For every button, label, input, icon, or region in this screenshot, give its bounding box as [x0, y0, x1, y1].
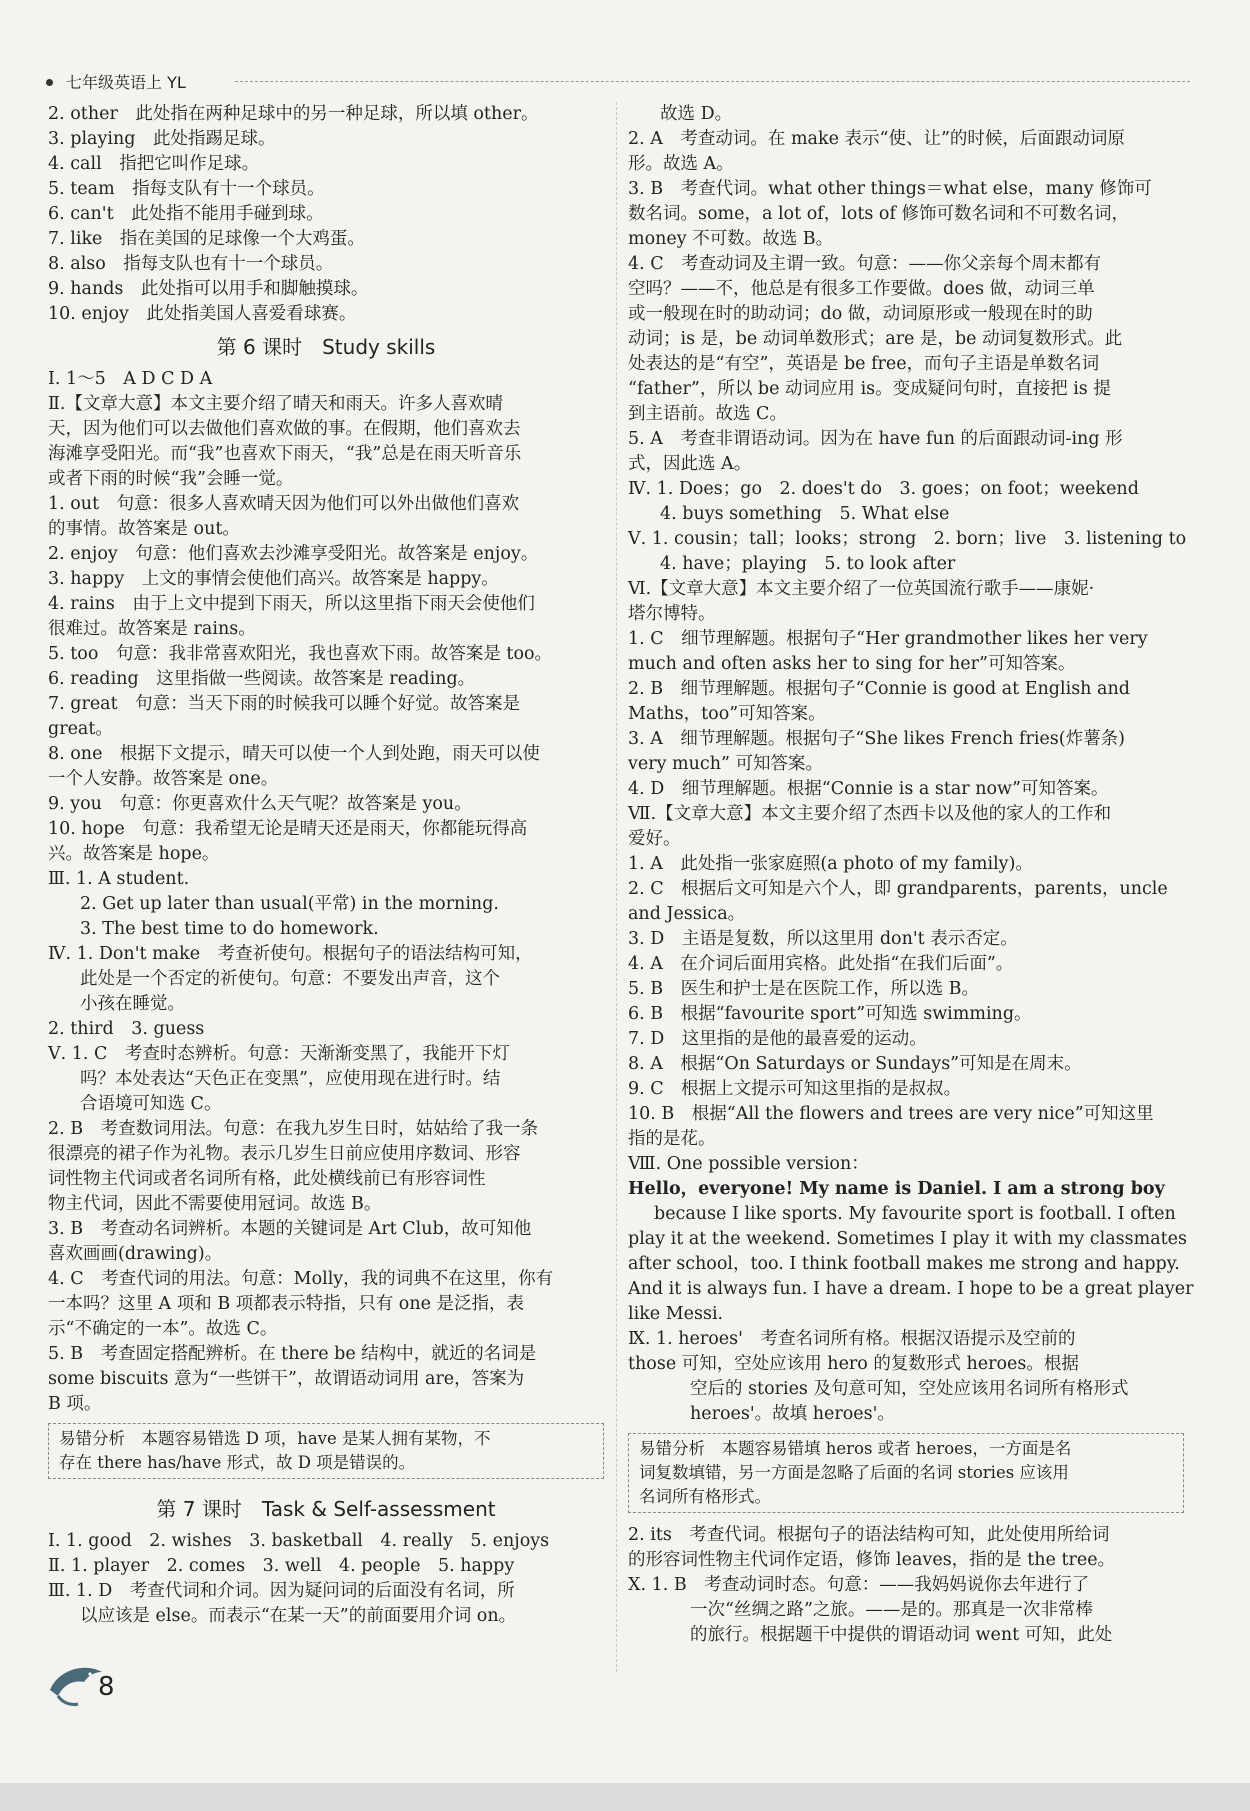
essay-line: because I like sports. My favourite sport is football. I often: [654, 1204, 1176, 1224]
answer-line: some biscuits 意为“一些饼干”，故谓语动词用 are，答案为: [48, 1369, 525, 1389]
answer-line: 空吗？——不，他总是有很多工作要做。does 做，动词三单: [628, 279, 1095, 299]
answer-line: 很难过。故答案是 rains。: [48, 619, 256, 639]
answer-line: 7. D 这里指的是他的最喜爱的运动。: [628, 1029, 927, 1049]
left-column: [48, 102, 604, 1629]
answer-line: Ⅰ. 1～5 A D C D A: [48, 369, 213, 389]
answer-line: 3. happy 上文的事情会使他们高兴。故答案是 happy。: [48, 569, 499, 589]
answer-line: Ⅵ.【文章大意】本文主要介绍了一位英国流行歌手——康妮·: [628, 579, 1095, 599]
answer-line: 一个人安静。故答案是 one。: [48, 769, 279, 789]
answer-line: 2. B 细节理解题。根据句子“Connie is good at English and: [628, 679, 1130, 699]
answer-line: 或者下雨的时候“我”会睡一觉。: [48, 469, 294, 489]
answer-line: 天，因为他们可以去做他们喜欢做的事。在假期，他们喜欢去: [48, 419, 521, 439]
answer-line: Ⅱ. 1. player 2. comes 3. well 4. people 5. happy: [48, 1556, 515, 1576]
section-title-lesson-6: 第 6 课时 Study skills: [216, 335, 436, 359]
answer-line: 3. The best time to do homework.: [80, 919, 379, 939]
answer-line: 2. Get up later than usual(平常) in the morning.: [80, 894, 499, 914]
error-analysis-line: 名词所有格形式。: [639, 1487, 771, 1506]
answer-line: those 可知，空处应该用 hero 的复数形式 heroes。根据: [628, 1354, 1079, 1374]
answer-line: 6. B 根据“favourite sport”可知选 swimming。: [628, 1004, 1032, 1024]
answer-line: 式，因此选 A。: [628, 454, 752, 474]
answer-line: 3. D 主语是复数，所以这里用 don't 表示否定。: [628, 929, 1018, 949]
answer-line: very much” 可知答案。: [628, 754, 824, 774]
answer-line: 8. one 根据下文提示，晴天可以使一个人到处跑，雨天可以使: [48, 744, 540, 764]
answer-line: 2. B 考查数词用法。句意：在我九岁生日时，姑姑给了我一条: [48, 1119, 539, 1139]
answer-line: 10. B 根据“All the flowers and trees are very nice”可知这里: [628, 1104, 1154, 1124]
answer-line: 1. A 此处指一张家庭照(a photo of my family)。: [628, 854, 1033, 874]
answer-line: 4. D 细节理解题。根据“Connie is a star now”可知答案。: [628, 779, 1109, 799]
answer-line: 3. B 考查动名词辨析。本题的关键词是 Art Club，故可知他: [48, 1219, 532, 1239]
answer-line: 一本吗？这里 A 项和 B 项都表示特指，只有 one 是泛指，表: [48, 1294, 525, 1314]
answer-line: and Jessica。: [628, 904, 746, 924]
answer-line: 9. hands 此处指可以用手和脚触摸球。: [48, 279, 369, 299]
answer-line: 兴。故答案是 hope。: [48, 844, 220, 864]
answer-line: 词性物主代词或者名词所有格，此处横线前已有形容词性: [48, 1169, 486, 1189]
error-analysis-line: 词复数填错，另一方面是忽略了后面的名词 stories 应该用: [639, 1463, 1069, 1482]
essay-line: play it at the weekend. Sometimes I play it with my classmates: [628, 1229, 1188, 1249]
answer-line: Ⅹ. 1. B 考查动词时态。句意：——我妈妈说你去年进行了: [628, 1575, 1090, 1595]
answer-line: Ⅷ. One possible version：: [628, 1154, 869, 1174]
answer-line: heroes'。故填 heroes'。: [690, 1404, 895, 1424]
answer-line: 3. playing 此处指踢足球。: [48, 129, 276, 149]
answer-line: 5. B 考查固定搭配辨析。在 there be 结构中，就近的名词是: [48, 1344, 537, 1364]
answer-line: much and often asks her to sing for her”可知答案。: [628, 654, 1076, 674]
answer-line: Ⅴ. 1. cousin；tall；looks；strong 2. born；live 3. listening to: [628, 529, 1187, 549]
answer-line: 处表达的是“有空”，英语是 be free，而句子主语是单数名词: [628, 354, 1100, 374]
answer-line: “father”，所以 be 动词应用 is。变成疑问句时，直接把 is 提: [628, 379, 1111, 399]
error-analysis-line: 存在 there has/have 形式，故 D 项是错误的。: [59, 1453, 416, 1472]
error-analysis-box: [48, 1423, 604, 1479]
answer-line: 喜欢画画(drawing)。: [48, 1244, 223, 1264]
page-header: [40, 70, 1190, 92]
essay-line: Ⅸ. 1. heroes' 考查名词所有格。根据汉语提示及空前的: [628, 1329, 1076, 1349]
answer-line: Ⅶ.【文章大意】本文主要介绍了杰西卡以及他的家人的工作和: [628, 804, 1112, 824]
answer-line: 5. B 医生和护士是在医院工作，所以选 B。: [628, 979, 980, 999]
answer-line: 故选 D。: [660, 104, 733, 124]
answer-line: 或一般现在时的助动词；do 做，动词原形或一般现在时的助: [628, 304, 1093, 324]
answer-line: 动词；is 是，be 动词单数形式；are 是，be 动词复数形式。此: [628, 329, 1123, 349]
answer-line: 一次“丝绸之路”之旅。——是的。那真是一次非常棒: [690, 1600, 1093, 1620]
answer-line: 4. A 在介词后面用宾格。此处指“在我们后面”。: [628, 954, 1014, 974]
answer-line: Ⅳ. 1. Does；go 2. does't do 3. goes；on foot；weekend: [628, 479, 1139, 499]
answer-line: 8. A 根据“On Saturdays or Sundays”可知是在周末。: [628, 1054, 1082, 1074]
error-analysis-box: [628, 1433, 1184, 1513]
answer-line: 空后的 stories 及句意可知，空处应该用名词所有格形式: [690, 1379, 1129, 1399]
answer-line: 6. can't 此处指不能用手碰到球。: [48, 204, 324, 224]
answer-line: 2. C 根据后文可知是六个人，即 grandparents，parents，uncle: [628, 879, 1168, 899]
answer-line: 指的是花。: [628, 1129, 716, 1149]
answer-line: 1. out 句意：很多人喜欢晴天因为他们可以外出做他们喜欢: [48, 494, 520, 514]
answer-line: great。: [48, 719, 113, 739]
answer-line: Ⅰ. 1. good 2. wishes 3. basketball 4. really 5. enjoys: [48, 1531, 550, 1551]
answer-line: 形。故选 A。: [628, 154, 734, 174]
answer-line: 3. B 考查代词。what other things＝what else，many 修饰可: [628, 179, 1152, 199]
answer-line: Ⅲ. 1. A student.: [48, 869, 190, 889]
answer-line: 9. C 根据上文提示可知这里指的是叔叔。: [628, 1079, 962, 1099]
answer-line: 5. A 考查非谓语动词。因为在 have fun 的后面跟动词-ing 形: [628, 429, 1123, 449]
answer-line: 9. you 句意：你更喜欢什么天气呢？故答案是 you。: [48, 794, 472, 814]
answer-line: 5. team 指每支队有十一个球员。: [48, 179, 325, 199]
answer-line: 3. A 细节理解题。根据句子“She likes French fries(炸薯条): [628, 729, 1125, 749]
answer-line: 2. A 考查动词。在 make 表示“使、让”的时候，后面跟动词原: [628, 129, 1125, 149]
essay-heading: Hello，everyone! My name is Daniel. I am a strong boy: [628, 1179, 1165, 1199]
answer-line: 4. rains 由于上文中提到下雨天，所以这里指下雨天会使他们: [48, 594, 535, 614]
error-analysis-line: 易错分析 本题容易错选 D 项，have 是某人拥有某物，不: [59, 1429, 491, 1448]
error-analysis-line: 易错分析 本题容易错填 heros 或者 heroes，一方面是名: [639, 1439, 1072, 1458]
answer-line: 合语境可知选 C。: [80, 1094, 222, 1114]
answer-line: Ⅲ. 1. D 考查代词和介词。因为疑问词的后面没有名词，所: [48, 1581, 515, 1601]
answer-line: 吗？本处表达“天色正在变黑”，应使用现在进行时。结: [80, 1069, 501, 1089]
answer-line: 的旅行。根据题干中提供的谓语动词 went 可知，此处: [690, 1625, 1113, 1645]
answer-line: 5. too 句意：我非常喜欢阳光，我也喜欢下雨。故答案是 too。: [48, 644, 553, 664]
answer-line: 的事情。故答案是 out。: [48, 519, 240, 539]
right-column: [628, 102, 1194, 1648]
essay-line: after school，too. I think football makes me strong and happy.: [628, 1254, 1180, 1274]
answer-line: money 不可数。故选 B。: [628, 229, 834, 249]
answer-line: B 项。: [48, 1394, 102, 1414]
essay-line: like Messi.: [628, 1304, 724, 1324]
answer-line: 7. like 指在美国的足球像一个大鸡蛋。: [48, 229, 365, 249]
column-divider: [616, 102, 618, 1672]
answer-line: 4. buys something 5. What else: [660, 504, 950, 524]
answer-line: 爱好。: [628, 829, 681, 849]
answer-line: 2. its 考查代词。根据句子的语法结构可知，此处使用所给词: [628, 1525, 1110, 1545]
answer-line: 2. other 此处指在两种足球中的另一种足球，所以填 other。: [48, 104, 539, 124]
answer-line: 示“不确定的一本”。故选 C。: [48, 1319, 278, 1339]
answer-line: 6. reading 这里指做一些阅读。故答案是 reading。: [48, 669, 476, 689]
answer-line: 2. third 3. guess: [48, 1019, 205, 1039]
section-title-lesson-7: 第 7 课时 Task & Self-assessment: [156, 1497, 496, 1521]
answer-line: 到主语前。故选 C。: [628, 404, 787, 424]
answer-line: Maths，too”可知答案。: [628, 704, 826, 724]
answer-line: 数名词。some，a lot of，lots of 修饰可数名词和不可数名词，: [628, 204, 1129, 224]
answer-line: 2. enjoy 句意：他们喜欢去沙滩享受阳光。故答案是 enjoy。: [48, 544, 539, 564]
answer-line: 8. also 指每支队也有十一个球员。: [48, 254, 334, 274]
answer-line: 4. have；playing 5. to look after: [660, 554, 956, 574]
answer-line: Ⅴ. 1. C 考查时态辨析。句意：天渐渐变黑了，我能开下灯: [48, 1044, 510, 1064]
answer-line: 1. C 细节理解题。根据句子“Her grandmother likes her very: [628, 629, 1148, 649]
header-rule: [235, 81, 1190, 82]
answer-line: 10. hope 句意：我希望无论是晴天还是雨天，你都能玩得高: [48, 819, 528, 839]
bullet-icon: [46, 79, 53, 86]
answer-line: Ⅳ. 1. Don't make 考查祈使句。根据句子的语法结构可知，: [48, 944, 533, 964]
answer-line: 以应该是 else。而表示“在某一天”的前面要用介词 on。: [80, 1606, 517, 1626]
answer-line: 很漂亮的裙子作为礼物。表示几岁生日前应使用序数词、形容: [48, 1144, 521, 1164]
answer-line: 4. C 考查代词的用法。句意：Molly，我的词典不在这里，你有: [48, 1269, 554, 1289]
answer-line: 的形容词性物主代词作定语，修饰 leaves，指的是 the tree。: [628, 1550, 1116, 1570]
answer-line: 7. great 句意：当天下雨的时候我可以睡个好觉。故答案是: [48, 694, 521, 714]
answer-line: 海滩享受阳光。而“我”也喜欢下雨天，“我”总是在雨天听音乐: [48, 444, 522, 464]
answer-line: 4. call 指把它叫作足球。: [48, 154, 260, 174]
essay-line: And it is always fun. I have a dream. I hope to be a great player: [628, 1279, 1194, 1299]
answer-line: 塔尔博特。: [628, 604, 716, 624]
answer-line: 10. enjoy 此处指美国人喜爱看球赛。: [48, 304, 357, 324]
answer-line: 物主代词，因此不需要使用冠词。故选 B。: [48, 1194, 382, 1214]
answer-line: 此处是一个否定的祈使句。句意：不要发出声音，这个: [80, 969, 500, 989]
header-title: 七年级英语上 YL: [66, 73, 186, 92]
page-bottom-band: [0, 1783, 1250, 1811]
answer-line: 小孩在睡觉。: [80, 994, 185, 1014]
answer-line: 4. C 考查动词及主谓一致。句意：——你父亲每个周末都有: [628, 254, 1102, 274]
page-number: 8: [98, 1672, 115, 1702]
answer-line: Ⅱ.【文章大意】本文主要介绍了晴天和雨天。许多人喜欢晴: [48, 394, 503, 414]
